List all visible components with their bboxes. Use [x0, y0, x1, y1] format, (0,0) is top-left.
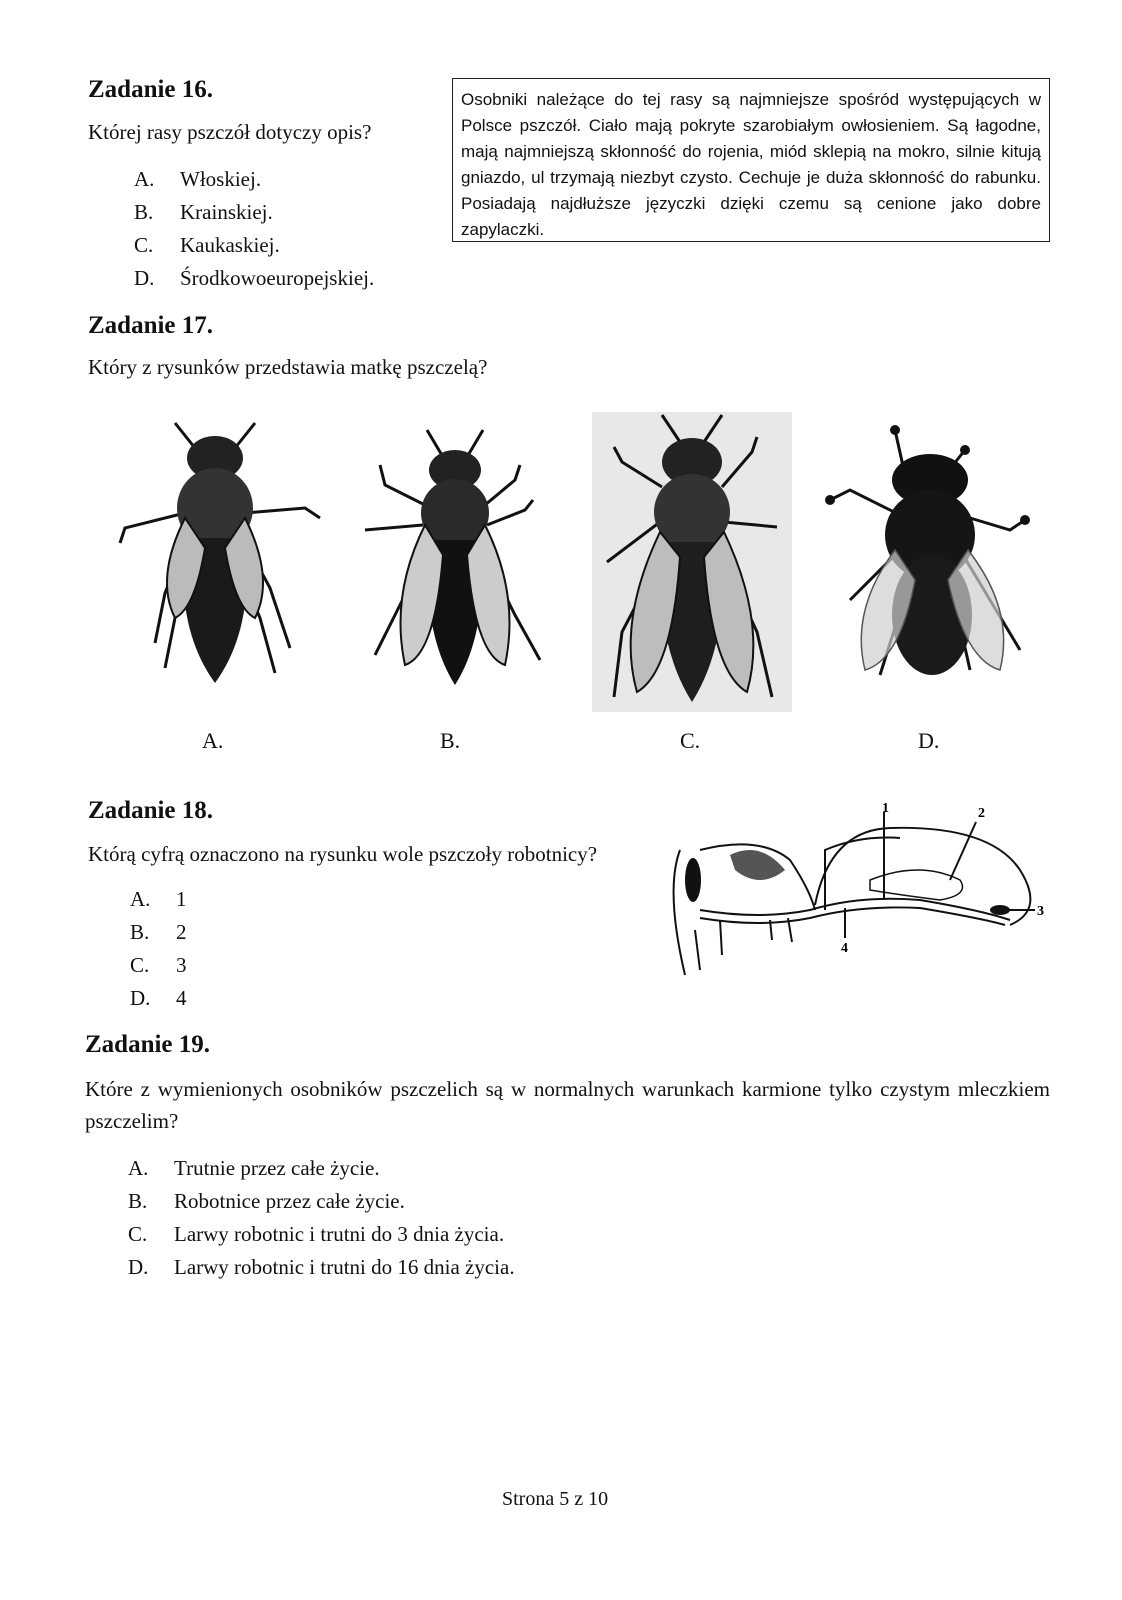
- task-18-title: Zadanie 18.: [88, 797, 214, 824]
- figure-label-c: C.: [680, 728, 701, 753]
- bee-anatomy-diagram: [660, 800, 1060, 1000]
- bee-figure-a[interactable]: [115, 418, 325, 708]
- option-text: 1: [176, 887, 187, 911]
- task-17-question: Który z rysunków przedstawia matkę pszczelą?: [88, 355, 488, 379]
- option-text: Larwy robotnic i trutni do 3 dnia życia.: [174, 1222, 505, 1246]
- task-16-option-a[interactable]: [134, 163, 374, 196]
- option-letter: D.: [128, 1255, 149, 1279]
- diagram-label-4: 4: [841, 941, 848, 956]
- option-letter: C.: [128, 1222, 148, 1246]
- diagram-label-3: 3: [1037, 904, 1044, 919]
- task-16-question: Której rasy pszczół dotyczy opis?: [88, 120, 372, 144]
- task-19-option-c[interactable]: [128, 1218, 515, 1251]
- task-16-option-c[interactable]: [134, 229, 374, 262]
- option-text: 3: [176, 953, 187, 977]
- task-18-options: [130, 883, 187, 1015]
- task-19-option-d[interactable]: [128, 1251, 515, 1284]
- task-19-options: [128, 1152, 515, 1284]
- option-letter: D.: [130, 986, 151, 1010]
- task-16-options: [134, 163, 374, 295]
- option-letter: A.: [128, 1156, 149, 1180]
- option-letter: B.: [134, 200, 154, 224]
- option-letter: D.: [134, 266, 155, 290]
- option-text: 4: [176, 986, 187, 1010]
- bee-figure-b[interactable]: [355, 425, 555, 695]
- figure-label-b: B.: [440, 728, 461, 753]
- option-text: Robotnice przez całe życie.: [174, 1189, 405, 1213]
- option-letter: C.: [130, 953, 150, 977]
- task-19-question: Które z wymienionych osobników pszczelich są w normalnych warunkach karmione tylko czystym mleczkiem pszczelim?: [85, 1077, 1050, 1133]
- task-19-option-b[interactable]: [128, 1185, 515, 1218]
- option-text: 2: [176, 920, 187, 944]
- option-text: Kaukaskiej.: [180, 233, 280, 257]
- option-text: Trutnie przez całe życie.: [174, 1156, 380, 1180]
- diagram-label-2: 2: [978, 806, 985, 821]
- task-18-option-c[interactable]: [130, 949, 187, 982]
- task-16-option-d[interactable]: [134, 262, 374, 295]
- fly-figure-d[interactable]: [820, 420, 1040, 690]
- option-text: Środkowoeuropejskiej.: [180, 266, 375, 290]
- bee-figure-c[interactable]: [592, 412, 792, 712]
- task-18-question: Którą cyfrą oznaczono na rysunku wole pszczoły robotnicy?: [88, 842, 598, 866]
- option-letter: A.: [134, 167, 155, 191]
- task-18-option-b[interactable]: [130, 916, 187, 949]
- task-18-option-a[interactable]: [130, 883, 187, 916]
- option-letter: C.: [134, 233, 154, 257]
- diagram-label-1: 1: [882, 801, 889, 816]
- option-text: Krainskiej.: [180, 200, 273, 224]
- task-16-title: Zadanie 16.: [88, 76, 214, 103]
- option-letter: B.: [128, 1189, 148, 1213]
- option-text: Larwy robotnic i trutni do 16 dnia życia.: [174, 1255, 515, 1279]
- page-number: Strona 5 z 10: [502, 1488, 609, 1510]
- figure-label-d: D.: [918, 728, 940, 753]
- task-16-description-box: Osobniki należące do tej rasy są najmniejsze spośród występujących w Polsce pszczół. Ciało mają pokryte szarobiałym owłosieniem. Są łagodne, mają najmniejszą skłonność do rojenia, miód sklepią na mokro, silnie kitują gniazdo, ul trzymają niezbyt czysto. Cechuje je duża skłonność do rabunku. Posiadają najdłuższe języczki dzięki czemu są cenione jako dobre zapylaczki.: [452, 78, 1050, 242]
- option-letter: B.: [130, 920, 150, 944]
- task-19-option-a[interactable]: [128, 1152, 515, 1185]
- task-19-title: Zadanie 19.: [85, 1031, 211, 1058]
- figure-label-a: A.: [202, 728, 224, 753]
- task-18-option-d[interactable]: [130, 982, 187, 1015]
- task-16-option-b[interactable]: [134, 196, 374, 229]
- option-text: Włoskiej.: [180, 167, 262, 191]
- task-17-title: Zadanie 17.: [88, 312, 214, 339]
- option-letter: A.: [130, 887, 151, 911]
